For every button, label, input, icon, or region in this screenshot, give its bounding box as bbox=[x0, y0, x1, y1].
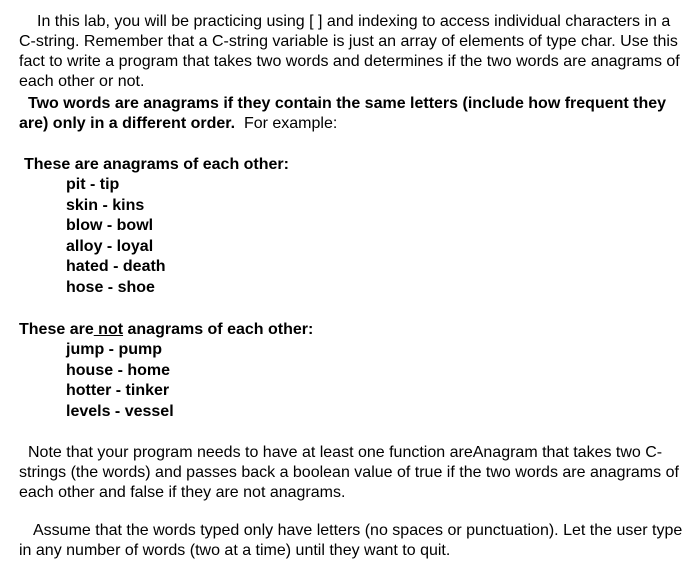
not-anagrams-heading bbox=[19, 320, 313, 340]
note-text: Note that your program needs to have at least one function areAnagram that takes two C-strings (the words) and passes back a boolean value of true if the two words are anagrams of each other and false if they are not anagrams. bbox=[19, 444, 679, 501]
intro-text: In this lab, you will be practicing using [ ] and indexing to access individual characters in a C-string. Remember that a C-string variable is just an array of elements of type char. Use this fact to write a program that takes two words and determines if the two words are anagrams of each other or not. bbox=[19, 13, 680, 90]
list-item: hose - shoe bbox=[66, 278, 155, 296]
are-anagrams-heading: These are anagrams of each other: bbox=[24, 156, 289, 173]
list-item: pit - tip bbox=[66, 176, 120, 193]
are-anagrams-list bbox=[66, 175, 166, 299]
list-item: hotter - tinker bbox=[66, 382, 170, 400]
intro-paragraph bbox=[19, 12, 691, 92]
assume-paragraph bbox=[19, 521, 691, 561]
list-item: house - home bbox=[66, 361, 171, 379]
not-anagrams-heading-underlined: not bbox=[93, 321, 124, 338]
list-item: alloy - loyal bbox=[66, 237, 154, 255]
assume-text: Assume that the words typed only have letters (no spaces or punctuation). Let the user type in any number of words (two at a time) until they want to quit. bbox=[19, 522, 683, 559]
list-item: jump - pump bbox=[66, 341, 162, 358]
list-item: blow - bowl bbox=[66, 217, 154, 235]
definition-after-text: For example: bbox=[243, 115, 338, 132]
not-anagrams-list bbox=[66, 340, 174, 422]
note-paragraph bbox=[19, 443, 691, 503]
list-item: skin - kins bbox=[66, 196, 145, 214]
definition-bold-text: Two words are anagrams if they contain the same letters (include how frequent they are) only in a different order. bbox=[19, 95, 667, 132]
not-anagrams-heading-before: These are bbox=[19, 321, 94, 338]
definition-paragraph bbox=[19, 94, 691, 134]
not-anagrams-heading-after: anagrams of each other: bbox=[123, 321, 314, 338]
list-item: hated - death bbox=[66, 258, 166, 276]
list-item: levels - vessel bbox=[66, 402, 174, 420]
